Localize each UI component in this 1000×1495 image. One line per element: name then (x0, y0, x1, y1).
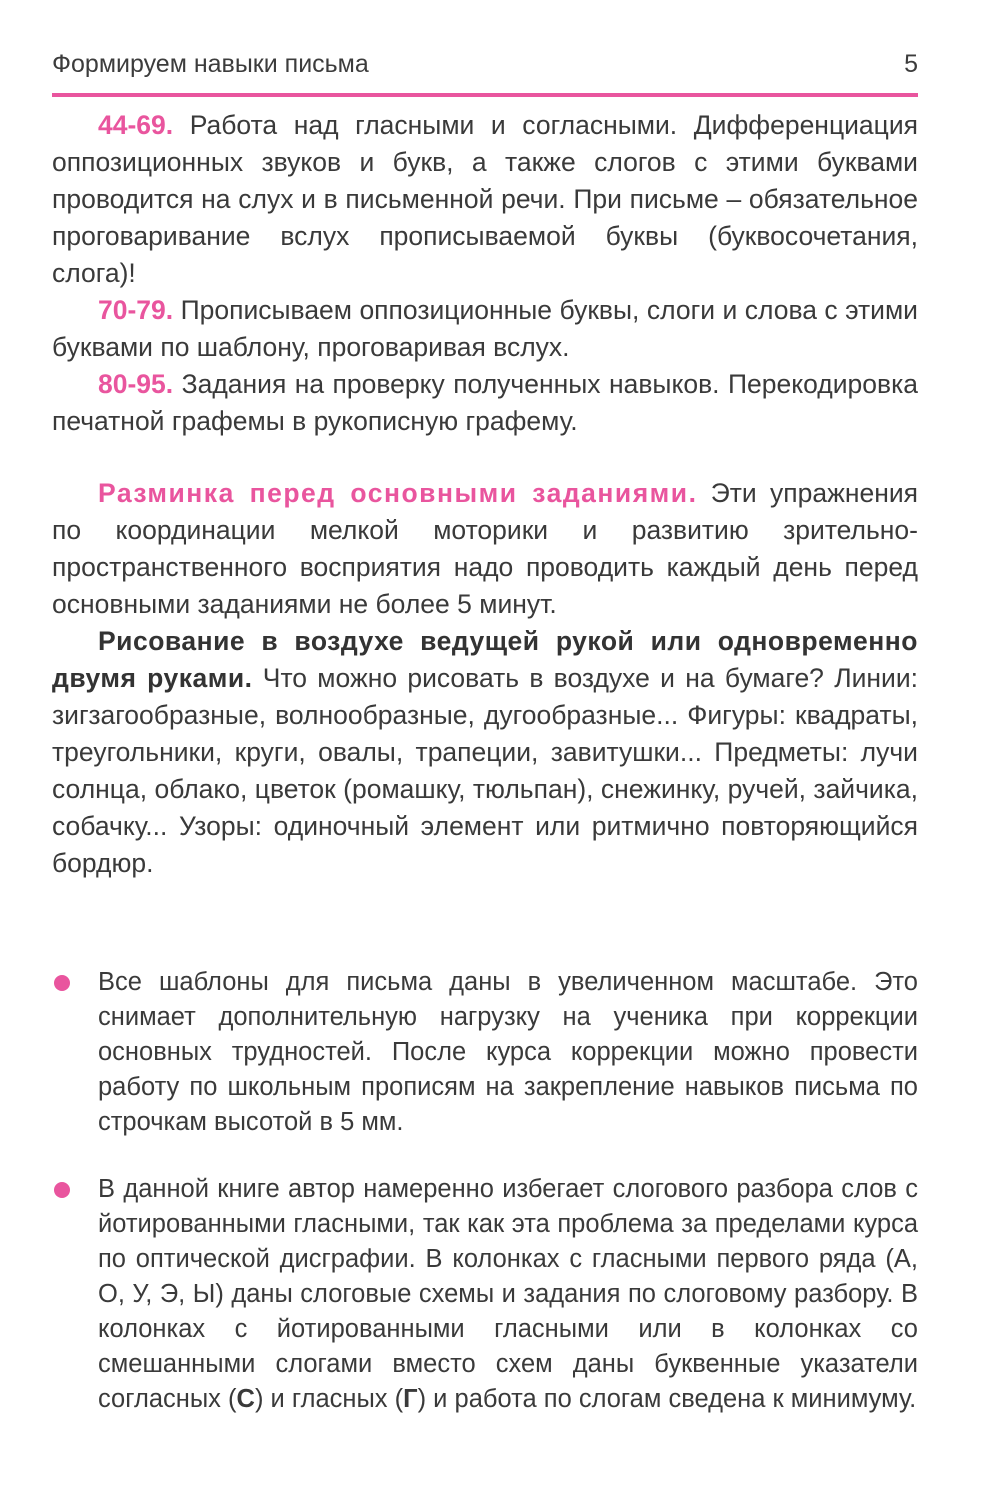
paragraph-80-95 (52, 366, 918, 440)
bullet-list (52, 965, 918, 1417)
consonant-marker: С (236, 1385, 255, 1413)
bullet-text: ) и работа по слогам сведена к минимуму. (417, 1385, 917, 1413)
paragraph-70-79 (52, 292, 918, 366)
bullet-item (52, 965, 918, 1140)
page-header (52, 50, 918, 90)
paragraph-drawing (52, 623, 918, 882)
bullet-dot-icon (54, 1182, 70, 1198)
paragraph-text: Задания на проверку полученных навыков. Перекодировка печатной графемы в рукописную графему. (52, 369, 918, 436)
vowel-marker: Г (403, 1385, 418, 1413)
bold-heading: Рисование в воздухе ведущей рукой или одновременно двумя руками. (52, 626, 918, 693)
bullet-text: В данной книге автор намеренно избегает слогового разбора слов с йотированными гласными, так как эта проблема за пределами курса по оптической дисграфии. В колонках с гласными первого ряда (А, О, У, Э, Ы) даны слоговые схемы и задания по слоговому разбору. В колонках с йотированными гласными или в колонках со смешанными слогами вместо схем даны буквенные указатели согласных ( (98, 1175, 918, 1413)
bullet-item (52, 1172, 918, 1417)
bullet-text: ) и гласных ( (254, 1385, 404, 1413)
page-range-label: 70-79. (98, 295, 174, 325)
paragraph-text: Работа над гласными и согласными. Дифференциация оппозиционных звуков и букв, а также слогов с этими буквами проводится на слух и в письменной речи. При письме – обязательное проговаривание вслух прописываемой буквы (буквосочетания, слога)! (52, 110, 918, 288)
paragraph-44-69 (52, 107, 918, 292)
paragraph-text: Эти упражнения по координации мелкой моторики и развитию зрительно-пространственного восприятия надо проводить каждый день перед основными заданиями не более 5 минут. (52, 478, 918, 619)
running-title: Формируем навыки письма (52, 50, 369, 78)
header-divider (52, 93, 918, 97)
main-text (52, 107, 918, 882)
spacer (52, 440, 918, 475)
bullet-text: Все шаблоны для письма даны в увеличенном масштабе. Это снимает дополнительную нагрузку на ученика при коррекции основных трудностей. После курса коррекции можно провести работу по школьным прописям на закрепление навыков письма по строчкам высотой в 5 мм. (98, 968, 918, 1136)
bullet-dot-icon (54, 975, 70, 991)
page-number: 5 (904, 50, 918, 78)
page-range-label: 80-95. (98, 369, 174, 399)
paragraph-text: Что можно рисовать в воздухе и на бумаге? Линии: зигзагообразные, волнообразные, дугообразные... Фигуры: квадраты, треугольники, круги, овалы, трапеции, завитушки... Предметы: лучи солнца, облако, цветок (ромашку, тюльпан), снежинку, ручей, зайчика, собачку... Узоры: одиночный элемент или ритмично повторяющийся бордюр. (52, 663, 918, 878)
page-range-label: 44-69. (98, 110, 174, 140)
paragraph-warmup (52, 475, 918, 623)
section-heading: Разминка перед основными заданиями. (98, 478, 698, 508)
paragraph-text: Прописываем оппозиционные буквы, слоги и слова с этими буквами по шаблону, проговаривая вслух. (52, 295, 918, 362)
